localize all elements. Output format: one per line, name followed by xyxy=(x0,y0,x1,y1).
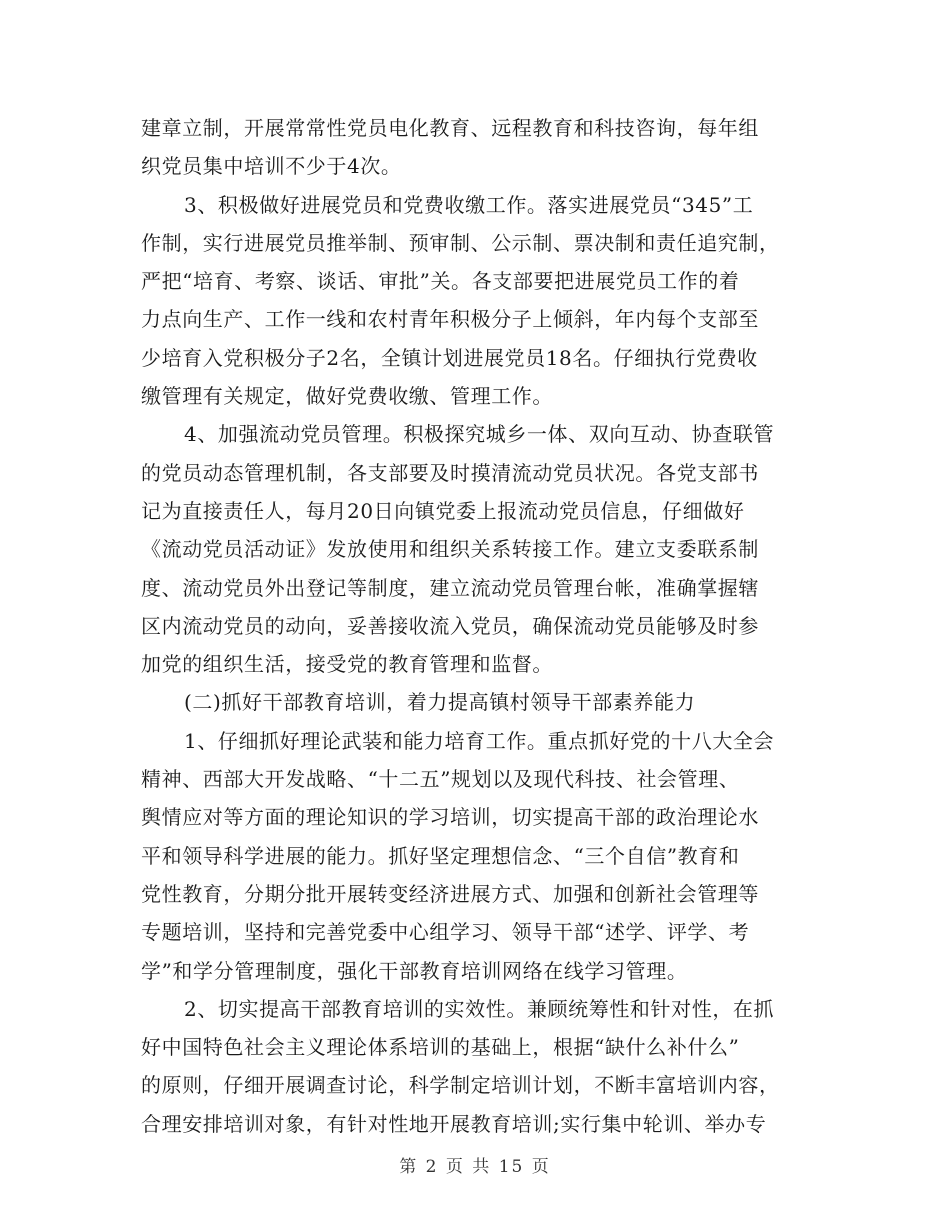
section-heading: (二)抓好干部教育培训，着力提高镇村领导干部素养能力 xyxy=(184,690,696,715)
text-line: 区内流动党员的动向，妥善接收流入党员，确保流动党员能够及时参 xyxy=(141,613,759,638)
text-line: 平和领导科学进展的能力。抓好坚定理想信念、“三个自信”教育和 xyxy=(141,843,740,868)
text-line: 学”和学分管理制度，强化干部教育培训网络在线学习管理。 xyxy=(141,958,688,983)
text-line: 4、加强流动党员管理。积极探究城乡一体、双向互动、协查联管 xyxy=(184,422,775,447)
text-line: 度、流动党员外出登记等制度，建立流动党员管理台帐，准确掌握辖 xyxy=(141,575,759,600)
text-line: 加党的组织生活，接受党的教育管理和监督。 xyxy=(141,652,553,677)
text-line: 记为直接责任人，每月20日向镇党委上报流动党员信息，仔细做好 xyxy=(141,498,745,523)
text-line: 严把“培育、考察、谈话、审批”关。各支部要把进展党员工作的着 xyxy=(141,269,740,294)
text-line: 建章立制，开展常常性党员电化教育、远程教育和科技咨询，每年组 xyxy=(141,116,759,140)
text-line: 好中国特色社会主义理论体系培训的基础上，根据“缺什么补什么” xyxy=(141,1035,740,1060)
text-line: 精神、西部大开发战略、“十二五”规划以及现代科技、社会管理、 xyxy=(141,767,740,792)
document-body xyxy=(141,109,809,1143)
text-line: 专题培训，坚持和完善党委中心组学习、领导干部“述学、评学、考 xyxy=(141,920,750,945)
text-line: 1、仔细抓好理论武装和能力培育工作。重点抓好党的十八大全会 xyxy=(184,728,775,753)
text-line: 的原则，仔细开展调查讨论，科学制定培训计划，不断丰富培训内容， xyxy=(141,1073,780,1098)
page-number-footer: 第 2 页 共 15 页 xyxy=(399,1157,551,1177)
text-line: 少培育入党积极分子2名，全镇计划进展党员18名。仔细执行党费收 xyxy=(141,345,758,370)
text-line: 织党员集中培训不少于4次。 xyxy=(141,154,402,179)
text-line: 的党员动态管理机制，各支部要及时摸清流动党员状况。各党支部书 xyxy=(141,460,759,485)
text-line: 力点向生产、工作一线和农村青年积极分子上倾斜，年内每个支部至 xyxy=(141,307,759,332)
text-line: 作制，实行进展党员推举制、预审制、公示制、票决制和责任追究制， xyxy=(141,230,780,255)
text-line: 《流动党员活动证》发放使用和组织关系转接工作。建立支委联系制 xyxy=(141,537,759,562)
text-line: 合理安排培训对象，有针对性地开展教育培训;实行集中轮训、举办专 xyxy=(141,1111,767,1136)
text-line: 缴管理有关规定，做好党费收缴、管理工作。 xyxy=(141,384,553,409)
text-line: 党性教育，分期分批开展转变经济进展方式、加强和创新社会管理等 xyxy=(141,881,759,906)
text-line: 舆情应对等方面的理论知识的学习培训，切实提高干部的政治理论水 xyxy=(141,805,759,830)
text-line: 2、切实提高干部教育培训的实效性。兼顾统筹性和针对性，在抓 xyxy=(184,996,775,1021)
text-line: 3、积极做好进展党员和党费收缴工作。落实进展党员“345”工 xyxy=(184,192,754,217)
